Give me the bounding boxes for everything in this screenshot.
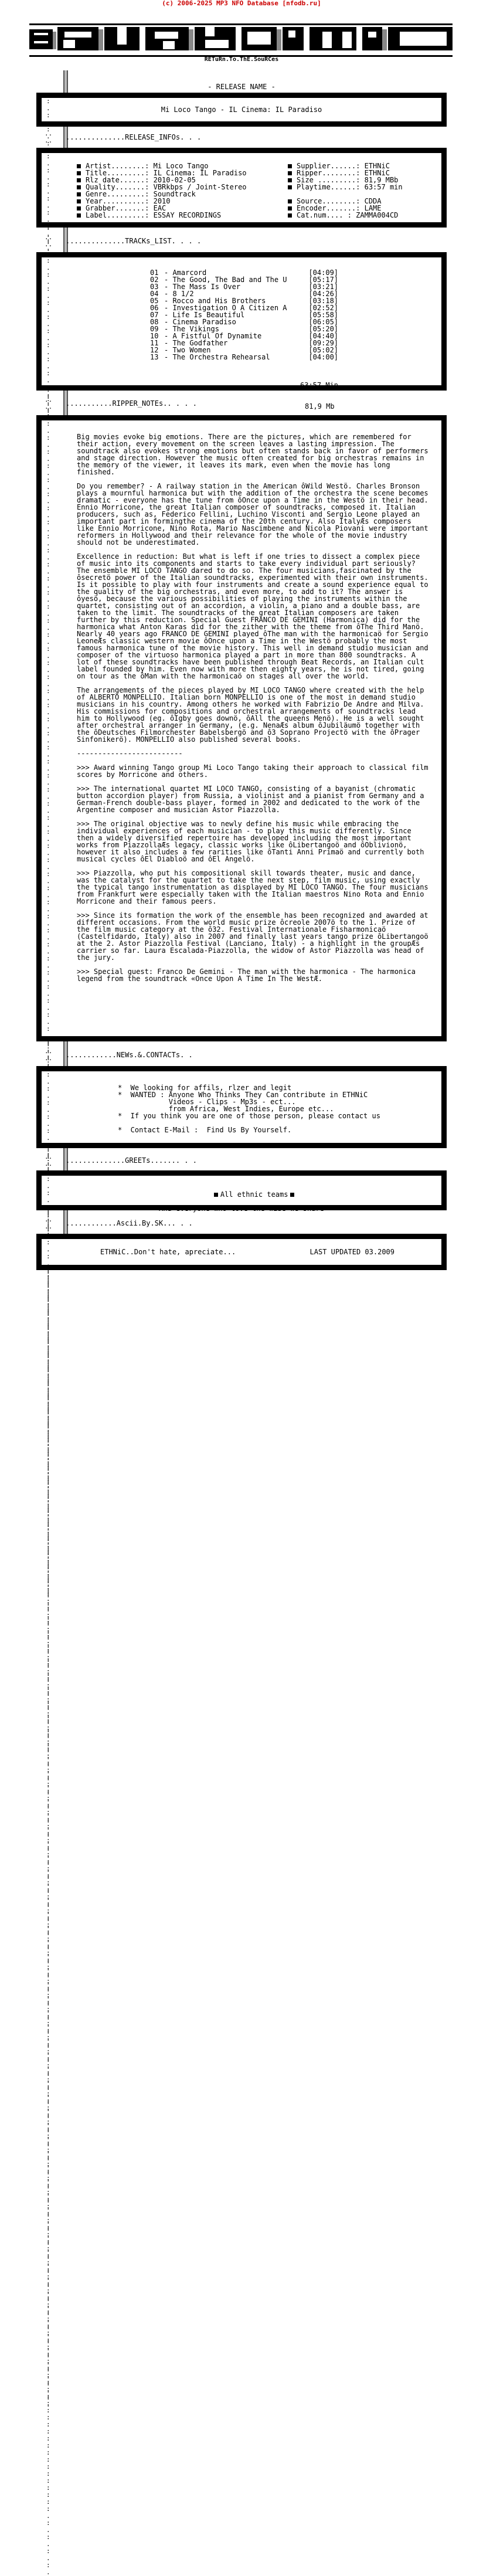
footer-updated: LAST UPDATED 03.2009 bbox=[309, 1248, 394, 1256]
track-number: 05 bbox=[150, 297, 159, 305]
release-name-label: - RELEASE NAME - bbox=[208, 83, 275, 91]
copyright-text: (c) 2006-2025 MP3 NFO Database [nfodb.ru] bbox=[162, 0, 321, 7]
info-bullet bbox=[77, 192, 81, 196]
news-line: * Contact E-Mail : Find Us By Yourself. bbox=[118, 1126, 292, 1134]
info-bullet bbox=[77, 164, 81, 168]
info-value: CDDA bbox=[364, 197, 382, 205]
track-title: The Godfather bbox=[172, 339, 228, 347]
track-title: The Good, The Bad and The U bbox=[172, 276, 287, 284]
track-dash: - bbox=[164, 290, 173, 298]
track-number: 13 bbox=[150, 353, 159, 361]
track-dash: - bbox=[164, 297, 173, 305]
info-value: 2010-02-05 bbox=[153, 176, 196, 184]
track-row bbox=[150, 354, 441, 361]
info-bullet bbox=[77, 213, 81, 218]
info-value: EAC bbox=[153, 204, 166, 212]
note-paragraph: The arrangements of the pieces played by MI LOCO TANGO where created with the help of ALBERTO MONPELLIO. Italian born MONPELLIO is one of the most in demand studio musicians in his country. Among others he worked with Fabrizio De Andre and Milva. His commissions for compositions and orchestral arrangements of soundtracks lead him to Hollywood (eg. ôIgby goes downö, ôAll the queens Menö). He is a well sought after orchestral arranger in Germany, (e.g. NenaÆs album ôJubiläumö together with the ôDeutsches Filmorchester Babelsbergö and ô3 Soprano Projectö with the ôPrager Sinfonikerö). MONPELLIO also published several books. bbox=[77, 686, 424, 744]
logo-tagline: RETuRn.To.ThE.SouRCes bbox=[204, 56, 279, 63]
note-paragraph: >>> Since its formation the work of the ensemble has been recognized and awarded at different occasions. From the world music prize ôcreole 2007ö to the 1. Prize of the film music category at the ô32. Festival Internationale Fisharmonicaö (Castelfidardo, Italy) also in 2007 and finally last years tango prize ôLibertangoö at the 2. Astor Piazzolla Festival (Lanciano, Italy) - a highlight in the groupÆs carrier so far. Laura Escalada-Piazzolla, the widow of Astor Piazzolla was head of the jury. bbox=[77, 911, 428, 962]
info-label: Quality.......: bbox=[86, 183, 154, 191]
news-line: * If you think you are one of those person, please contact us bbox=[118, 1112, 380, 1120]
total-size: 81,9 Mb bbox=[305, 402, 335, 410]
track-dash: - bbox=[164, 339, 173, 347]
track-dash: - bbox=[164, 346, 173, 354]
greet-bullet-right bbox=[290, 1193, 294, 1197]
track-title: Amarcord bbox=[172, 269, 207, 277]
info-label: Source........: bbox=[297, 197, 365, 205]
greets-line1: All ethnic teams bbox=[220, 1190, 288, 1199]
section-head-notes: ...........RIPPER_NOTEs.. . . . bbox=[66, 399, 197, 408]
info-bullet bbox=[77, 185, 81, 189]
info-bullet bbox=[288, 178, 292, 182]
info-label: Year..........: bbox=[86, 197, 154, 205]
note-paragraph: Big movies evoke big emotions. There are the pictures, which are remembered for their action, every movement on the screen leaves a lasting impression. The soundtrack also evokes strong emotions but often stands back in favor of performers and stage direction. However the music often created for big orchestras remains in the memory of the viewer, it leaves its mark, even when the movie has long finished. bbox=[77, 433, 428, 476]
greets-line2: And everyone who love the wibe we share bbox=[159, 1204, 324, 1213]
release-info-right bbox=[288, 162, 440, 219]
info-bullet bbox=[288, 213, 292, 218]
info-label: Grabber.......: bbox=[86, 204, 154, 212]
info-bullet bbox=[288, 185, 292, 189]
track-dash: - bbox=[164, 325, 173, 333]
info-label: Ripper........: bbox=[297, 169, 365, 177]
track-length: [05:17] bbox=[308, 276, 339, 284]
info-label: Playtime......: bbox=[297, 183, 365, 191]
note-paragraph: ------------------------- bbox=[77, 749, 183, 758]
info-value: LAME bbox=[364, 204, 382, 212]
note-paragraph: >>> The original objective was to newly define his music while embracing the individual experiences of each musician - to play this music differently. Since then a widely diversified repertoire has developed including the most important works from PiazzollaÆs legacy, classic works like ôLibertangoö and ôOblivionö, however it also includes a few rarities like ôTanti Anni Primaö and currently both musical cycles ôEl Diabloö and ôEl Angelö. bbox=[77, 820, 424, 863]
track-title: The Orchestra Rehearsal bbox=[172, 353, 270, 361]
track-dash: - bbox=[164, 269, 173, 277]
release-name: Mi Loco Tango - IL Cinema: IL Paradiso bbox=[161, 106, 322, 114]
track-title: Life Is Beautiful bbox=[172, 311, 245, 319]
track-title: Rocco and His Brothers bbox=[172, 297, 266, 305]
track-length: [05:20] bbox=[308, 325, 339, 333]
news-line: * WANTED : Anyone Who Thinks They Can contribute in ETHNiC bbox=[118, 1091, 368, 1099]
info-bullet bbox=[77, 199, 81, 203]
greet-bullet-left bbox=[214, 1193, 218, 1197]
ripper-notes-box bbox=[36, 415, 447, 1041]
info-value: VBRkbps / Joint-Stereo bbox=[153, 183, 247, 191]
track-number: 03 bbox=[150, 283, 159, 291]
track-length: [04:40] bbox=[308, 332, 339, 340]
track-number: 01 bbox=[150, 269, 159, 277]
info-value: 81,9 MBb bbox=[364, 176, 399, 184]
info-bullet bbox=[77, 171, 81, 175]
news-line: Videos - Clips - Mp3s - ect... bbox=[118, 1098, 296, 1106]
info-row-right bbox=[288, 212, 440, 219]
track-dash: - bbox=[164, 332, 173, 340]
section-head-greets: ..............GREETs....... . . bbox=[66, 1156, 197, 1165]
note-paragraph: >>> Piazzolla, who put his compositional skill towards theater, music and dance, was the catalyst for the quartet to take the next step, film music, using exactly the typical tango instrumentation as displayed by MI LOCO TANGO. The four musicians from Frankfurt were especially taken with the Italian maestros Nino Rota and Ennio Morricone and their famous peers. bbox=[77, 869, 428, 905]
track-dash: - bbox=[164, 311, 173, 319]
note-paragraph: Excellence in reduction: But what is left if one tries to dissect a complex piece of music into its components and starts to take every individual part seriously? The ensemble MI LOCO TANGO dared to do so. The four musicians,fascinated by the ôsecretö power of the Italian soundtracks, experimented with their own instruments. Is it possible to play with four instruments and create a sound experience equal to the quality of the big orchestras, and even more, to add to it? The answer is ôyesö, because the various possibilities of playing the instruments within the quartet, consisting out of an accordion, a violin, a piano and a double bass, are taken to the limit. The soundtracks of the great Italian composers are taken further by this reduction. Special Guest FRANCO DE GEMINI (Harmonica) did for the harmonica what Anton Karas did for the zither with the theme from ôThe Third Manö. Nearly 40 years ago FRANCO DE GEMINI played ôThe man with the harmonicaö for Sergio LeoneÆs classic western movie ôOnce upon a Time in the Westö probably the most famous harmonica tune of the movie history. This well in demand studio musician and composer of the virtuoso harmonica played a part in more than 800 soundtracks. A lot of these soundtracks have been published through Beat Records, an Italian cult label founded by him. Even now with more then eighty years, he is not tired, going on tour as the ôMan with the harmonicaö on stages all over the world. bbox=[77, 552, 428, 680]
ripper-notes bbox=[42, 420, 441, 1036]
track-length: [05:58] bbox=[308, 311, 339, 319]
track-length: [04:00] bbox=[308, 353, 339, 361]
info-label: Label.........: bbox=[86, 211, 154, 219]
note-paragraph: >>> The international quartet MI LOCO TANGO, consisting of a bayanist (chromatic button accordion player) from Russia, a violinist and a pianist from Germany and a German-French double-bass player, formed in 2002 and dedicated to the work of the Argentine composer and musician Astor Piazzolla. bbox=[77, 785, 424, 814]
info-row-right bbox=[288, 184, 440, 191]
track-title: Investigation O A Citizen A bbox=[172, 304, 287, 312]
news-box bbox=[36, 1066, 447, 1148]
info-label: Rlz date......: bbox=[86, 176, 154, 184]
info-value: Mi Loco Tango bbox=[153, 162, 209, 170]
track-title: The Vikings bbox=[172, 325, 219, 333]
track-length: [04:26] bbox=[308, 290, 339, 298]
footer-slogan: ETHNiC..Don't hate, apreciate... bbox=[100, 1248, 236, 1256]
track-dash: - bbox=[164, 318, 173, 326]
track-length: [03:18] bbox=[308, 297, 339, 305]
news-contacts bbox=[42, 1071, 441, 1143]
info-label: Size .........: bbox=[297, 176, 365, 184]
info-bullet bbox=[288, 192, 292, 196]
track-number: 04 bbox=[150, 290, 159, 298]
track-number: 08 bbox=[150, 318, 159, 326]
track-number: 07 bbox=[150, 311, 159, 319]
info-value: IL Cinema: IL Paradiso bbox=[153, 169, 247, 177]
note-paragraph: >>> Award winning Tango group Mi Loco Tango taking their approach to classical film scores by Morricone and others. bbox=[77, 763, 428, 779]
section-head-infos: ..............RELEASE_INFOs. . . bbox=[66, 133, 202, 141]
info-bullet bbox=[288, 171, 292, 175]
release-name-box bbox=[36, 93, 447, 127]
track-number: 02 bbox=[150, 276, 159, 284]
info-value: Soundtrack bbox=[153, 190, 196, 198]
info-label: Encoder.......: bbox=[297, 204, 365, 212]
release-info-box bbox=[36, 148, 447, 228]
info-value: ESSAY RECORDINGS bbox=[153, 211, 222, 219]
track-title: The Mass Is Over bbox=[172, 283, 241, 291]
info-bullet bbox=[288, 206, 292, 211]
section-head-tracks: ..............TRACKs_LIST. . . . bbox=[66, 237, 202, 245]
track-title: Cinema Paradiso bbox=[172, 318, 236, 326]
info-bullet bbox=[288, 164, 292, 168]
track-length: [05:02] bbox=[308, 346, 339, 354]
info-value: ZAMMA004CD bbox=[356, 211, 399, 219]
footer-box bbox=[36, 1234, 447, 1270]
news-line: * We looking for affils, rlzer and legit bbox=[118, 1084, 292, 1092]
info-label: Supplier......: bbox=[297, 162, 365, 170]
total-time: 63:57 Min bbox=[300, 381, 339, 389]
info-label: Genre.........: bbox=[86, 190, 154, 198]
copyright-notice bbox=[0, 0, 483, 7]
track-dash: - bbox=[164, 283, 173, 291]
release-info-left bbox=[77, 162, 288, 219]
info-bullet bbox=[77, 206, 81, 211]
track-dash: - bbox=[164, 276, 173, 284]
track-title: A Fistful Of Dynamite bbox=[172, 332, 262, 340]
track-length: [09:29] bbox=[308, 339, 339, 347]
info-value: ETHNiC bbox=[364, 162, 390, 170]
track-dash: - bbox=[164, 353, 173, 361]
track-length: [02:52] bbox=[308, 304, 339, 312]
note-paragraph: >>> Special guest: Franco De Gemini - The man with the harmonica - The harmonica legend from the soundtrack «Once Upon A Time In The WestÆ. bbox=[77, 968, 416, 983]
track-title: 8 1/2 bbox=[172, 290, 194, 298]
tracklist bbox=[150, 269, 441, 361]
info-value: 63:57 min bbox=[364, 183, 403, 191]
news-line: from Africa, West Indies, Europe etc... bbox=[118, 1105, 334, 1113]
track-number: 10 bbox=[150, 332, 159, 340]
track-length: [06:05] bbox=[308, 318, 339, 326]
track-number: 12 bbox=[150, 346, 159, 354]
note-paragraph: Do you remember? - A railway station in the American ôWild Westö. Charles Bronson plays a mournful harmonica but with the addition of the orchestra the scene becomes dramatic - everyone has the tune from ôOnce upon a Time in the Westö in their head. Ennio Morricone, the great Italian composer of soundtracks, composed it. Italian producers, such as, Federico Fellini, Luchino Visconti and Sergio Leone played an important part in formingthe cinema of the 20th century. Also ItalyÆs composers like Ennio Morricone, Nino Rota, Mario Nascimbene and Nicola Piovani were important reformers in Hollywood and their relevance for the whole of the movie industry should not be underestimated. bbox=[77, 482, 428, 547]
info-label: Cat.num.... : bbox=[297, 211, 356, 219]
greets-box bbox=[36, 1170, 447, 1213]
track-length: [04:09] bbox=[308, 269, 339, 277]
info-row-left bbox=[77, 212, 288, 219]
ethnic-logo bbox=[29, 23, 453, 57]
track-number: 06 bbox=[150, 304, 159, 312]
track-number: 11 bbox=[150, 339, 159, 347]
info-label: Artist........: bbox=[86, 162, 154, 170]
info-bullet bbox=[288, 199, 292, 203]
track-number: 09 bbox=[150, 325, 159, 333]
track-length: [03:21] bbox=[308, 283, 339, 291]
info-label: Title.........: bbox=[86, 169, 154, 177]
section-head-ascii: ............Ascii.By.SK... . . bbox=[66, 1219, 193, 1227]
info-value: 2010 bbox=[153, 197, 171, 205]
section-head-news: ............NEWs.&.CONTACTs. . bbox=[66, 1051, 193, 1059]
track-title: Two Women bbox=[172, 346, 211, 354]
info-value: ETHNiC bbox=[364, 169, 390, 177]
track-dash: - bbox=[164, 304, 173, 312]
info-bullet bbox=[77, 178, 81, 182]
